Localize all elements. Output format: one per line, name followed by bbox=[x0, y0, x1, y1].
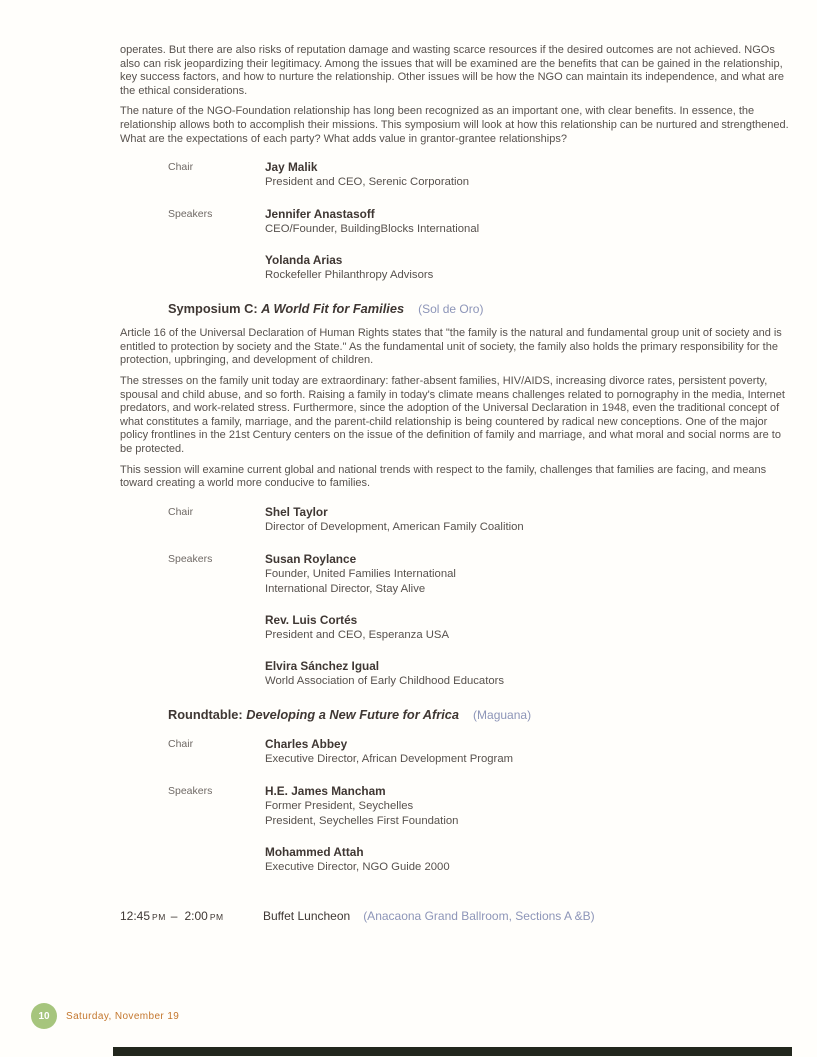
roundtable-heading bbox=[168, 707, 792, 723]
person-entry bbox=[265, 784, 458, 829]
person-entry bbox=[265, 160, 469, 190]
chair-row bbox=[168, 737, 792, 767]
person-title: President and CEO, Esperanza USA bbox=[265, 628, 449, 641]
luncheon-time bbox=[120, 909, 263, 923]
person-title: Executive Director, NGO Guide 2000 bbox=[265, 860, 450, 873]
person-name: Susan Roylance bbox=[265, 551, 357, 566]
person-name: Elvira Sánchez Igual bbox=[265, 658, 380, 673]
symposium-c-paragraph-3: This session will examine current global and national trends with respect to the family, challenges that families are facing, and means toward creating a world more conducive to families. bbox=[120, 463, 767, 490]
time-dash: – bbox=[170, 908, 178, 923]
footer-date: Saturday, November 19 bbox=[66, 1011, 180, 1022]
luncheon-room-name: (Anacaona Grand Ballroom, Sections A &B) bbox=[363, 908, 595, 923]
symposium-c-paragraph-2: The stresses on the family unit today are extraordinary: father-absent families, HIV/AIDS, increasing divorce rates, persistent poverty, spousal and child abuse, and so forth. Raising a family in today's climate means challenges related to pornography in the media, Internet predators, and work-related stress. Furthermore, since the adoption of the Universal Declaration in 1948, even the traditional concept of what constitutes a family, marriage, and the parent-child relationship is being countered by radical new conceptions. One of the major policy frontlines in the 21st Century centers on the issue of the definition of family and marriage, and what moral and social norms are to be protected. bbox=[120, 374, 785, 455]
session-heading-prefix: Roundtable: bbox=[168, 706, 247, 722]
intro-paragraph-2: The nature of the NGO-Foundation relationship has long been recognized as an important one, with clear benefits. In essence, the relationship allows both to accomplish their missions. This symposium will look at how this relationship can be nurtured and strengthened. What are the expectations of each party? What adds value in grantor-grantee relationships? bbox=[120, 105, 789, 145]
person-title: Former President, Seychelles bbox=[265, 799, 414, 812]
person-name: Charles Abbey bbox=[265, 736, 348, 751]
person-entry bbox=[265, 207, 479, 237]
chair-label: Chair bbox=[168, 161, 194, 174]
person-title: Rockefeller Philanthropy Advisors bbox=[265, 269, 434, 282]
time-meridiem: PM bbox=[209, 911, 224, 922]
symposium-c-heading bbox=[168, 301, 792, 317]
session-heading-prefix: Symposium C: bbox=[168, 301, 262, 317]
chair-label: Chair bbox=[168, 505, 194, 518]
luncheon-label: Buffet Luncheon bbox=[263, 908, 351, 923]
person-name: Jay Malik bbox=[265, 160, 318, 175]
time-end: 2:00 bbox=[184, 908, 208, 923]
page-content bbox=[120, 44, 792, 923]
chair-row bbox=[168, 160, 792, 190]
person-name: Rev. Luis Cortés bbox=[265, 612, 358, 627]
speakers-row bbox=[168, 207, 792, 283]
symposium-c-paragraph-1: Article 16 of the Universal Declaration of Human Rights states that "the family is the natural and fundamental group unit of society and is entitled to protection by society and the State." As the fundamental unit of society, the family also holds the primary responsibility for the protection, upbringing, and development of children. bbox=[120, 327, 782, 367]
person-title: President and CEO, Serenic Corporation bbox=[265, 176, 470, 189]
speakers-label: Speakers bbox=[168, 208, 213, 221]
person-title: President, Seychelles First Foundation bbox=[265, 814, 459, 827]
footer-rule-bar bbox=[113, 1047, 792, 1056]
person-name: Mohammed Attah bbox=[265, 844, 364, 859]
speakers-list bbox=[265, 784, 458, 875]
speakers-label: Speakers bbox=[168, 552, 213, 565]
speakers-row bbox=[168, 552, 792, 689]
person-name: Yolanda Arias bbox=[265, 253, 343, 268]
time-meridiem: PM bbox=[152, 911, 166, 922]
speakers-row bbox=[168, 784, 792, 875]
session-room-name: (Maguana) bbox=[473, 707, 532, 722]
speakers-list bbox=[265, 552, 504, 689]
speakers-label: Speakers bbox=[168, 784, 213, 797]
chair-row bbox=[168, 505, 792, 535]
person-title: CEO/Founder, BuildingBlocks International bbox=[265, 223, 480, 236]
session-a-roster bbox=[168, 160, 792, 283]
person-entry bbox=[265, 737, 513, 767]
roundtable-roster bbox=[168, 737, 792, 875]
person-name: Shel Taylor bbox=[265, 504, 328, 519]
speakers-list bbox=[265, 207, 479, 283]
page-number: 10 bbox=[38, 1010, 50, 1022]
session-heading-title: Developing a New Future for Africa bbox=[246, 706, 460, 722]
person-entry bbox=[265, 613, 504, 643]
person-entry bbox=[265, 253, 479, 283]
session-heading-title: A World Fit for Families bbox=[261, 301, 405, 317]
person-entry bbox=[265, 552, 504, 597]
person-entry bbox=[265, 845, 458, 875]
person-title: International Director, Stay Alive bbox=[265, 582, 426, 595]
chair-label: Chair bbox=[168, 737, 194, 750]
luncheon-row bbox=[120, 909, 792, 923]
person-entry bbox=[265, 505, 524, 535]
page-number-badge bbox=[31, 1003, 57, 1029]
person-title: Executive Director, African Development Program bbox=[265, 752, 514, 765]
session-room-name: (Sol de Oro) bbox=[418, 302, 484, 317]
person-name: Jennifer Anastasoff bbox=[265, 207, 375, 222]
person-entry bbox=[265, 659, 504, 689]
person-name: H.E. James Mancham bbox=[265, 783, 386, 798]
person-title: Director of Development, American Family Coalition bbox=[265, 520, 524, 533]
time-start: 12:45 bbox=[120, 908, 151, 923]
intro-paragraph-1: operates. But there are also risks of reputation damage and wasting scarce resources if the desired outcomes are not achieved. NGOs also can risk jeopardizing their legitimacy. Among the issues that will be examined are the benefits that can be gained in the relationship, key success factors, and how to nurture the relationship. Other issues will be how the NGO can maintain its independence, and what are the ethical considerations. bbox=[120, 44, 785, 97]
symposium-c-roster bbox=[168, 505, 792, 689]
person-title: World Association of Early Childhood Educators bbox=[265, 674, 505, 687]
person-title: Founder, United Families International bbox=[265, 567, 456, 580]
